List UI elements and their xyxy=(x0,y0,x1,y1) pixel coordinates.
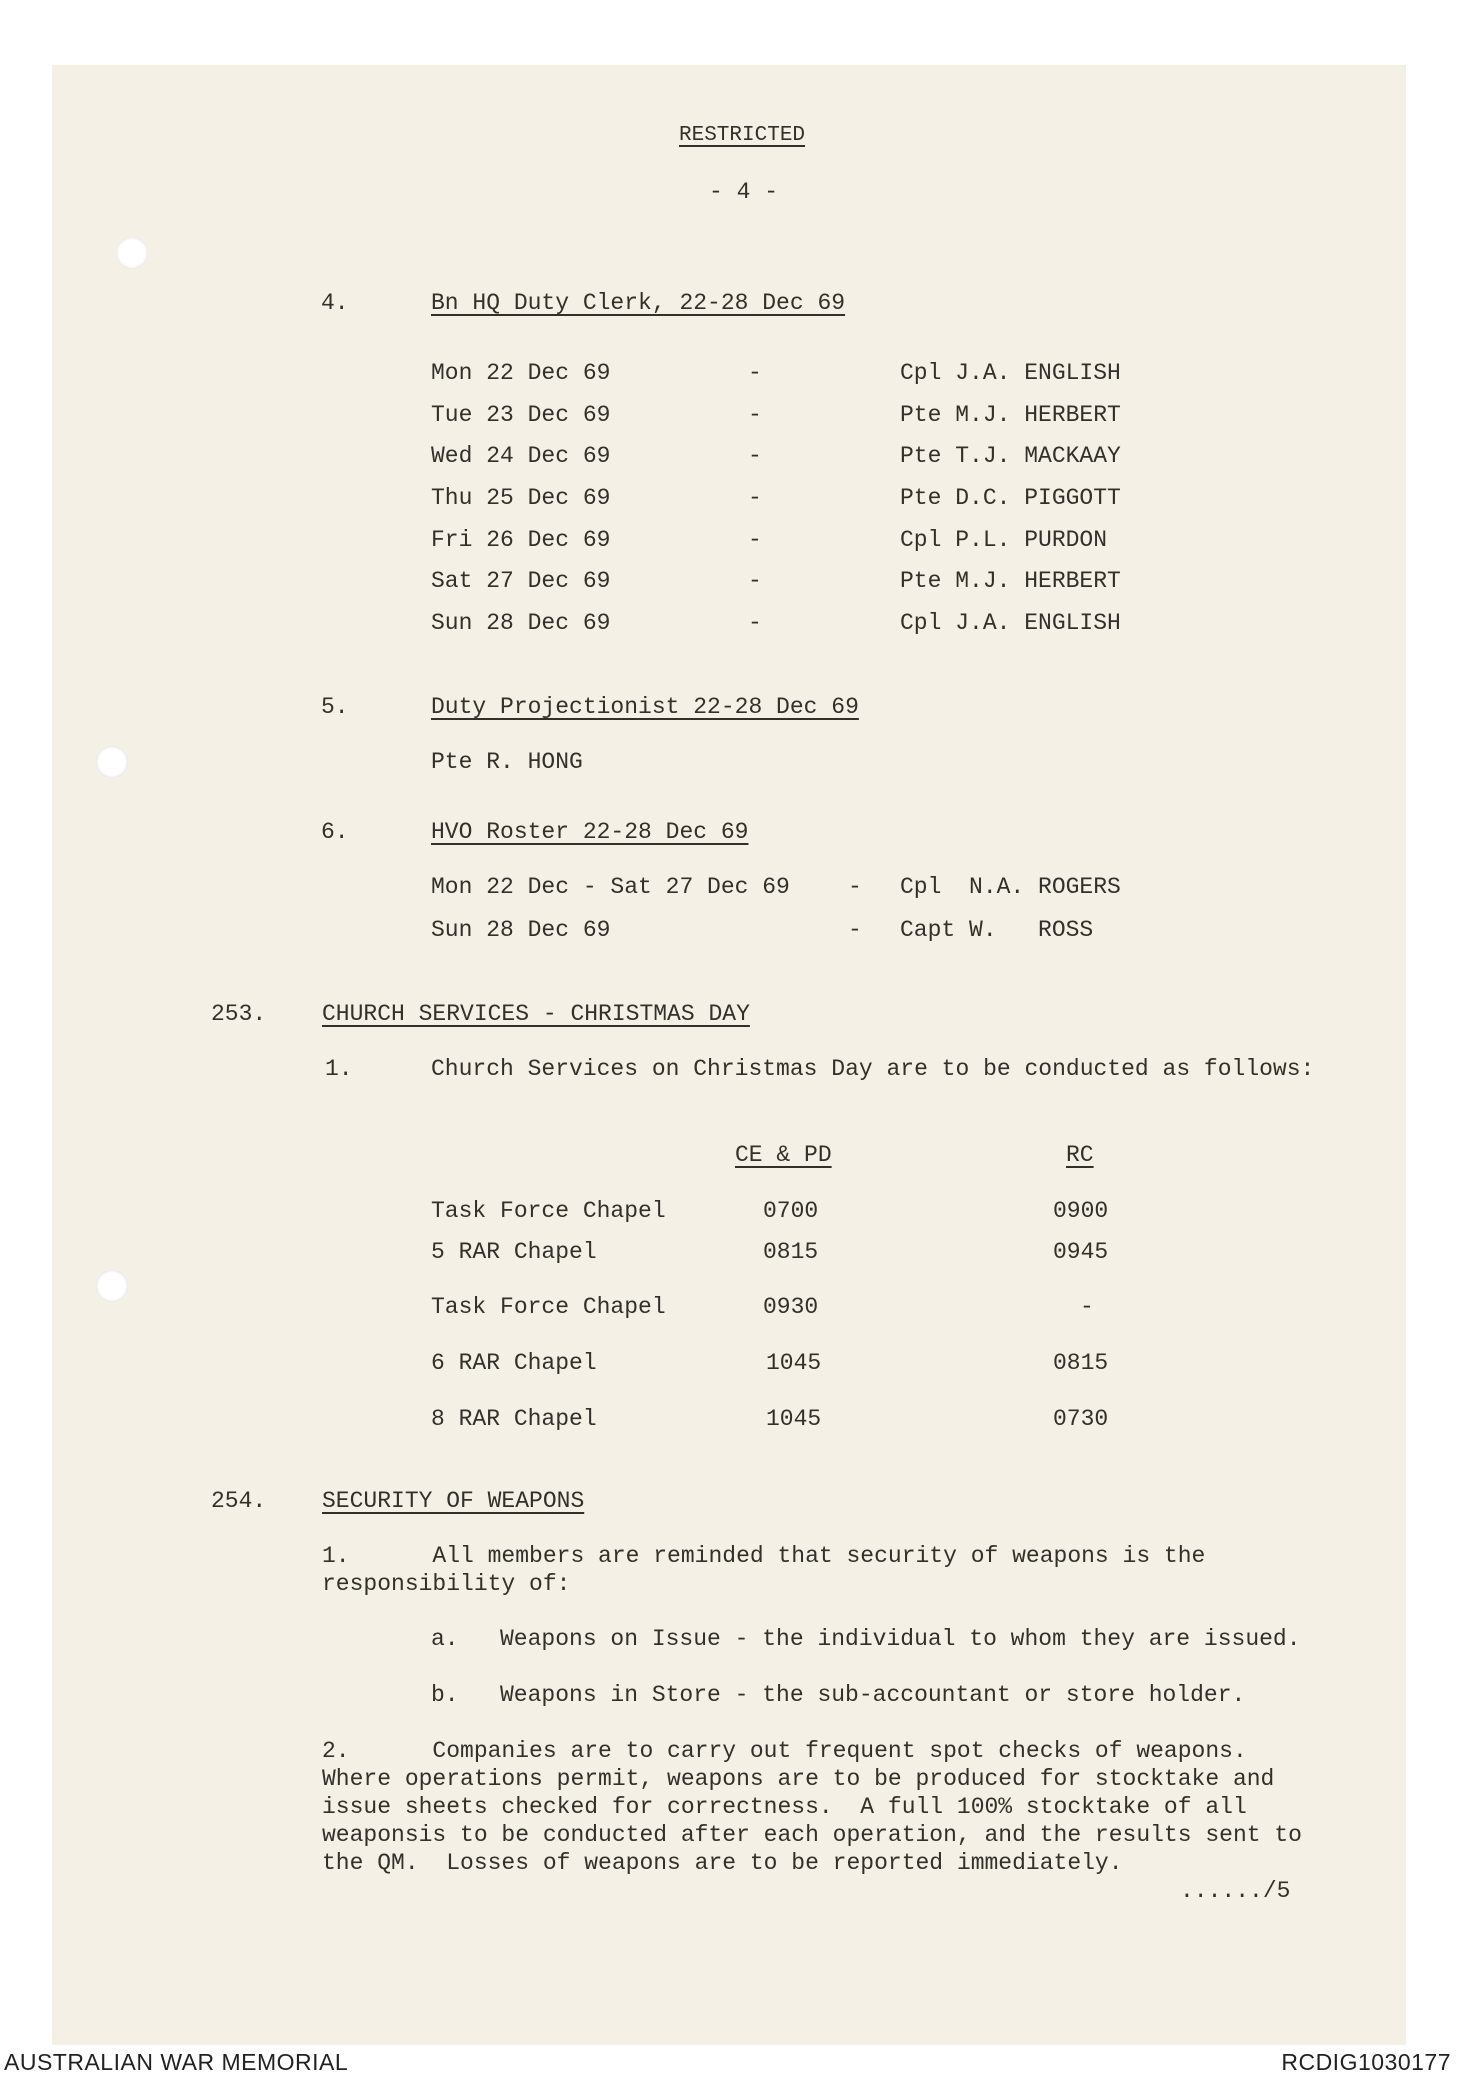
roster-dash: - xyxy=(748,443,762,469)
footer-source: AUSTRALIAN WAR MEMORIAL xyxy=(4,2049,349,2075)
footer-reference: RCDIG1030177 xyxy=(1281,2049,1451,2075)
roster-date: Sun 28 Dec 69 xyxy=(431,917,611,943)
roster-date: Thu 25 Dec 69 xyxy=(431,485,611,511)
roster-person: Pte M.J. HERBERT xyxy=(900,402,1121,428)
roster-dash: - xyxy=(748,360,762,386)
weapons-para1-line1: 1. All members are reminded that security of weapons is the xyxy=(322,1543,1206,1569)
roster-dash: - xyxy=(748,485,762,511)
chapel-name: 6 RAR Chapel xyxy=(431,1350,597,1376)
rc-time: 0900 xyxy=(1053,1198,1109,1224)
ce-pd-time: 0700 xyxy=(763,1198,819,1224)
weapons-para2-line: 2. Companies are to carry out frequent spot checks of weapons. xyxy=(322,1738,1247,1764)
rc-time: - xyxy=(1080,1294,1094,1320)
rc-time: 0730 xyxy=(1053,1406,1109,1432)
punch-hole-top xyxy=(116,237,148,269)
sub-item-a-text: Weapons on Issue - the individual to whom they are issued. xyxy=(500,1626,1301,1652)
roster-dash: - xyxy=(848,917,862,943)
paragraph-number-254: 254. xyxy=(211,1488,267,1514)
roster-person: Pte D.C. PIGGOTT xyxy=(900,485,1121,511)
weapons-para2-line: issue sheets checked for correctness. A full 100% stocktake of all xyxy=(322,1794,1247,1820)
weapons-para2-line: Where operations permit, weapons are to be produced for stocktake and xyxy=(322,1766,1275,1792)
sub-item-b-text: Weapons in Store - the sub-accountant or store holder. xyxy=(500,1682,1246,1708)
roster-person: Cpl J.A. ENGLISH xyxy=(900,610,1121,636)
roster-person: Pte M.J. HERBERT xyxy=(900,568,1121,594)
classification-marking: RESTRICTED xyxy=(679,124,806,147)
rc-time: 0945 xyxy=(1053,1239,1109,1265)
chapel-name: 8 RAR Chapel xyxy=(431,1406,597,1432)
roster-person: Cpl N.A. ROGERS xyxy=(900,874,1121,900)
roster-dash: - xyxy=(848,874,862,900)
chapel-name: Task Force Chapel xyxy=(431,1198,666,1224)
continuation-marker: ....../5 xyxy=(1180,1878,1291,1904)
church-services-heading: CHURCH SERVICES - CHRISTMAS DAY xyxy=(322,1001,750,1027)
paragraph-number-253: 253. xyxy=(211,1001,267,1027)
ce-pd-time: 1045 xyxy=(766,1406,822,1432)
punch-hole-middle xyxy=(96,746,128,778)
roster-date: Sun 28 Dec 69 xyxy=(431,610,611,636)
roster-date: Sat 27 Dec 69 xyxy=(431,568,611,594)
page-number: - 4 - xyxy=(709,179,779,205)
projectionist-person: Pte R. HONG xyxy=(431,749,583,775)
church-para-number: 1. xyxy=(325,1056,353,1082)
roster-date: Mon 22 Dec 69 xyxy=(431,360,611,386)
roster-dash: - xyxy=(748,527,762,553)
roster-dash: - xyxy=(748,568,762,594)
punch-hole-bottom xyxy=(96,1270,128,1302)
roster-dash: - xyxy=(748,610,762,636)
roster-person: Capt W. ROSS xyxy=(900,917,1094,943)
weapons-para1-line2: responsibility of: xyxy=(322,1571,571,1597)
chapel-name: Task Force Chapel xyxy=(431,1294,666,1320)
sub-item-a-label: a. xyxy=(431,1626,459,1652)
roster-date: Tue 23 Dec 69 xyxy=(431,402,611,428)
church-intro-text: Church Services on Christmas Day are to be conducted as follows: xyxy=(431,1056,1315,1082)
roster-dash: - xyxy=(748,402,762,428)
chapel-name: 5 RAR Chapel xyxy=(431,1239,597,1265)
item-number-4: 4. xyxy=(321,290,349,316)
projectionist-heading: Duty Projectionist 22-28 Dec 69 xyxy=(431,694,859,720)
column-header-ce-pd: CE & PD xyxy=(735,1142,832,1168)
security-of-weapons-heading: SECURITY OF WEAPONS xyxy=(322,1488,585,1514)
weapons-para2-line: the QM. Losses of weapons are to be reported immediately. xyxy=(322,1850,1123,1876)
roster-person: Cpl J.A. ENGLISH xyxy=(900,360,1121,386)
duty-clerk-heading: Bn HQ Duty Clerk, 22-28 Dec 69 xyxy=(431,290,846,316)
roster-date: Wed 24 Dec 69 xyxy=(431,443,611,469)
item-number-5: 5. xyxy=(321,694,349,720)
ce-pd-time: 1045 xyxy=(766,1350,822,1376)
roster-date: Mon 22 Dec - Sat 27 Dec 69 xyxy=(431,874,790,900)
column-header-rc: RC xyxy=(1066,1142,1094,1168)
roster-person: Pte T.J. MACKAAY xyxy=(900,443,1121,469)
ce-pd-time: 0930 xyxy=(763,1294,819,1320)
item-number-6: 6. xyxy=(321,819,349,845)
rc-time: 0815 xyxy=(1053,1350,1109,1376)
ce-pd-time: 0815 xyxy=(763,1239,819,1265)
sub-item-b-label: b. xyxy=(431,1682,459,1708)
weapons-para2-line: weaponsis to be conducted after each operation, and the results sent to xyxy=(322,1822,1302,1848)
hvo-heading: HVO Roster 22-28 Dec 69 xyxy=(431,819,749,845)
roster-date: Fri 26 Dec 69 xyxy=(431,527,611,553)
roster-person: Cpl P.L. PURDON xyxy=(900,527,1108,553)
